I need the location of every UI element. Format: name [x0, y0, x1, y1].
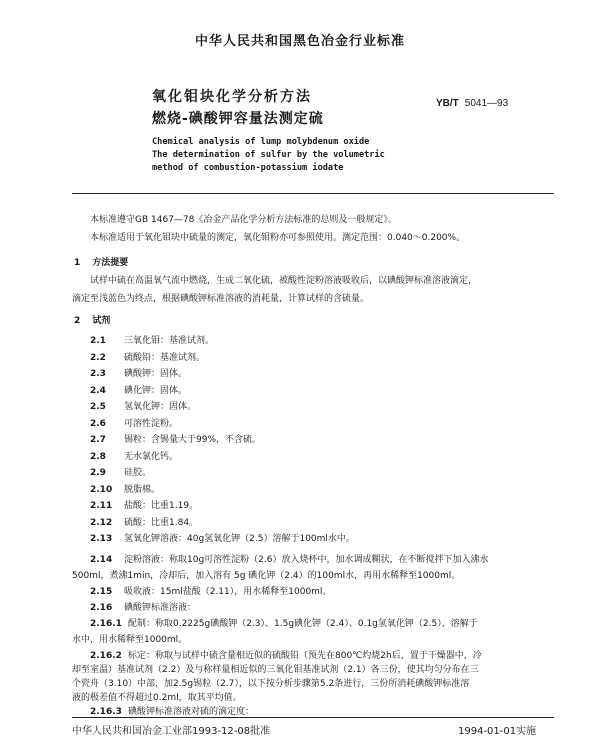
- approval-note: 中华人民共和国冶金工业部1993-12-08批准: [72, 726, 271, 737]
- title-chinese-line-1: 氧化钼块化学分析方法: [152, 89, 312, 105]
- reagent-2-16: 2.16 碘酸钾标准溶液：: [90, 603, 197, 613]
- title-chinese-line-2: 燃烧-碘酸钾容量法测定硫: [152, 111, 324, 127]
- reagent-2-16-1-line-1: 2.16.1 配制：称取0.2225g碘酸钾（2.3）、1.5g碘化钾（2.4）、0.1g氢氧化钾（2.5），溶解于: [90, 619, 478, 629]
- title-english-line-1: Chemical analysis of lump molybdenum oxide: [152, 137, 370, 147]
- title-english-line-2: The determination of sulfur by the volumetric: [152, 150, 385, 160]
- standard-prefix: YB/T: [436, 98, 459, 109]
- section-1-line-1: 试样中硫在高温氧气流中燃烧，生成二氧化硫，被酸性淀粉溶液吸收后，以碘酸钾标准溶液滴定，: [90, 276, 478, 286]
- section-2-title: 试剂: [92, 316, 111, 326]
- reagent-item: 2.6 可溶性淀粉。: [90, 418, 179, 429]
- effective-date: 1994-01-01实施: [458, 726, 537, 737]
- issuing-organization: 中华人民共和国黑色冶金行业标准: [194, 34, 405, 49]
- reagent-item: 2.8 无水氯化钙。: [90, 451, 179, 462]
- standard-number: 5041—93: [464, 98, 509, 109]
- footer-divider: [72, 717, 554, 718]
- section-1-number: 1: [74, 258, 81, 268]
- reagent-2-15: 2.15 吸收液：15ml盐酸（2.11），用水稀释至1000ml。: [90, 587, 332, 597]
- reagent-2-16-2-line-2: 却至室温）基准试剂（2.2）及与称样量相近似的三氧化钼基准试剂（2.1）各三份，使其均匀分布在三: [72, 665, 479, 675]
- reagent-2-14-line-2: 500ml，煮沸1min，冷却后，加入溶有 5g 碘化钾（2.4）的100ml水，再用水稀释至1000ml。: [72, 571, 461, 581]
- reagent-item: 2.5 氢氧化钾：固体。: [90, 402, 197, 412]
- section-1-line-2: 滴定至浅蓝色为终点，根据碘酸钾标准溶液的消耗量，计算试样的含硫量。: [72, 294, 370, 304]
- standard-code: [436, 98, 508, 109]
- reagent-item: 2.7 锡粒：含锡量大于99%，不含硫。: [90, 435, 262, 445]
- header-divider: [72, 193, 554, 194]
- section-1-title: 方法提要: [92, 258, 129, 268]
- reagent-item: 2.2 硫酸铅：基准试剂。: [90, 352, 206, 363]
- reagent-item: 2.1 三氧化钼：基准试剂。: [90, 336, 215, 346]
- reagent-item: 2.4 碘化钾：固体。: [90, 385, 188, 396]
- intro-line-1: 本标准遵守GB 1467—78《冶金产品化学分析方法标准的总则及一般规定》。: [90, 215, 397, 225]
- reagent-item: 2.12 硫酸：比重1.84。: [90, 517, 199, 528]
- reagent-item: 2.9 硅胶。: [90, 468, 152, 478]
- reagent-2-16-2-line-4: 液的极差值不得超过0.2ml，取其平均值。: [72, 693, 242, 703]
- reagent-2-16-2-line-3: 个瓷舟（3.10）中部，加2.5g锡粒（2.7），以下按分析步骤第5.2条进行，三份所消耗碘酸钾标准溶: [72, 679, 470, 689]
- reagent-item: 2.11 盐酸：比重1.19。: [90, 501, 199, 511]
- section-2-heading: [74, 313, 110, 326]
- section-2-number: 2: [74, 316, 81, 326]
- section-1-heading: [74, 255, 128, 268]
- reagent-item: 2.10 脱脂棉。: [90, 484, 161, 495]
- reagent-item: 2.13 氢氧化钾溶液：40g氢氧化钾（2.5）溶解于100ml水中。: [90, 534, 355, 544]
- reagent-2-16-3: 2.16.3 碘酸钾标准溶液对硫的滴定度：: [90, 707, 255, 717]
- reagent-item: 2.3 碘酸钾：固体。: [90, 369, 188, 379]
- reagent-2-16-1-line-2: 水中，用水稀释至1000ml。: [72, 635, 188, 645]
- title-english-line-3: method of combustion-potassium iodate: [152, 163, 344, 173]
- reagent-2-14-line-1: 2.14 淀粉溶液：称取10g可溶性淀粉（2.6）放入烧杯中，加水调成糊状，在不断搅拌下加入沸水: [90, 555, 489, 565]
- reagent-2-16-2-line-1: 2.16.2 标定：称取与试样中硫含量相近似的硫酸铅（预先在800℃灼烧2h后，置于干燥器中，冷: [90, 651, 482, 661]
- intro-line-2: 本标准适用于氧化钼块中硫量的测定，氧化钼粉亦可参照使用。测定范围：0.040～0.200%。: [90, 233, 466, 243]
